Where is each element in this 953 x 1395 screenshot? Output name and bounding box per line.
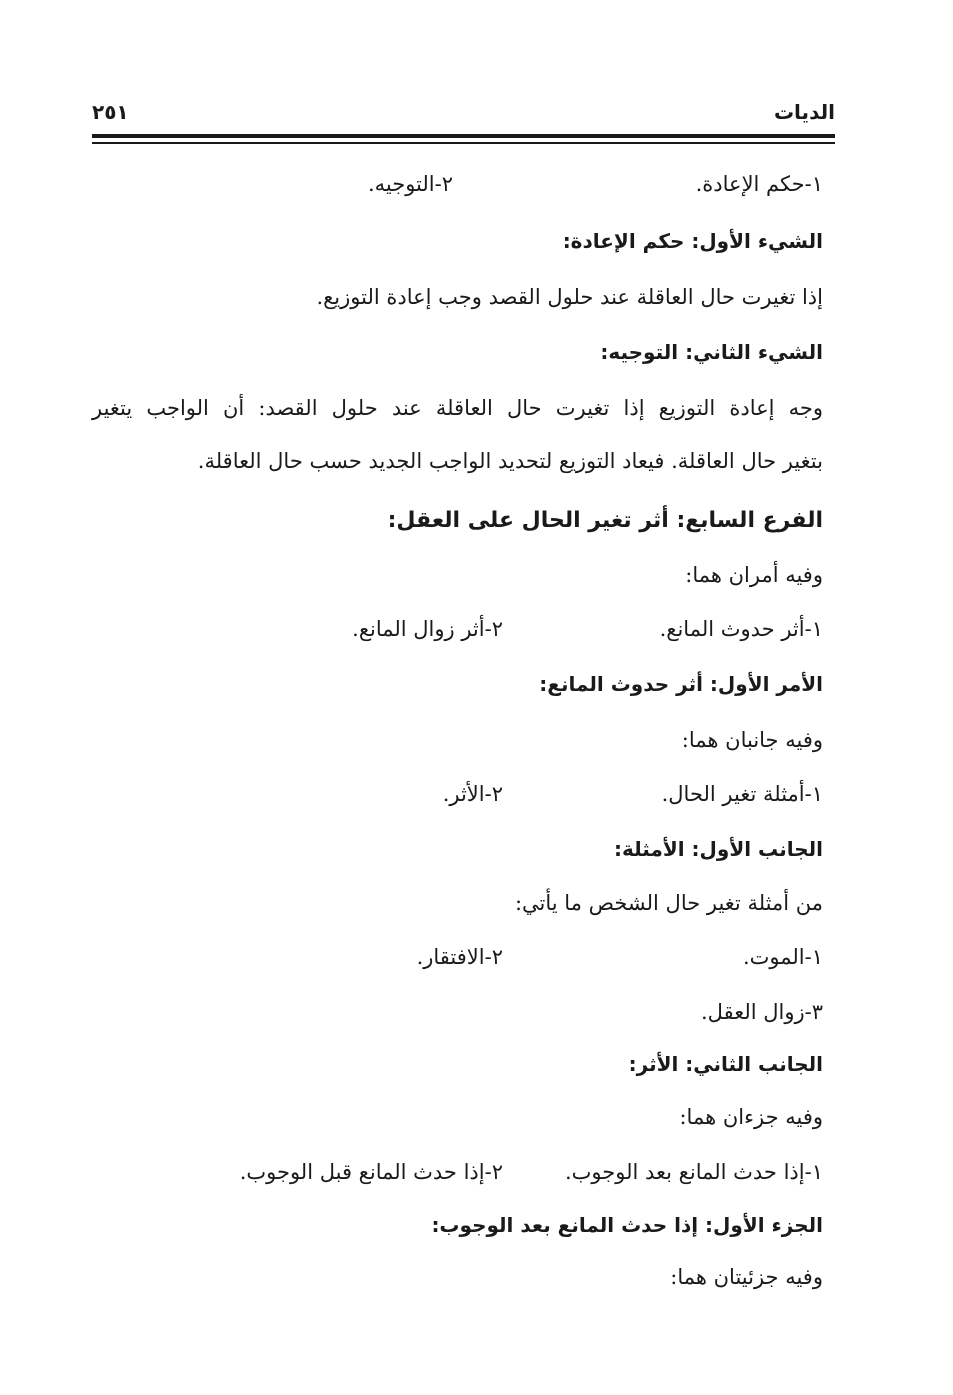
list-item-pair (92, 777, 823, 811)
header-rule-thick (92, 134, 835, 138)
paragraph-line: وفيه أمران هما: (685, 563, 823, 587)
list-item: ٢-الأثر. (442, 782, 503, 806)
list-item: ٢-الافتقار. (416, 945, 503, 969)
running-header (92, 96, 835, 130)
header-rule-thin (92, 142, 835, 144)
list-item-pair (92, 1155, 823, 1189)
list-item: ١-أثر حدوث المانع. (659, 617, 823, 641)
paragraph-line: بتغير حال العاقلة. فيعاد التوزيع لتحديد الواجب الجديد حسب حال العاقلة. (197, 449, 823, 473)
list-item: ١-أمثلة تغير الحال. (661, 782, 823, 806)
list-item: ٢-التوجيه. (367, 172, 453, 196)
list-item-pair (92, 167, 823, 201)
section-heading: الشيء الأول: حكم الإعادة: (562, 229, 823, 253)
section-heading: الشيء الثاني: التوجيه: (600, 340, 823, 364)
paragraph-line: وفيه جزئيتان هما: (670, 1265, 823, 1289)
paragraph-line: إذا تغيرت حال العاقلة عند حلول القصد وجب إعادة التوزيع. (316, 285, 823, 309)
branch-heading: الفرع السابع: أثر تغير الحال على العقل: (387, 508, 823, 533)
list-item: ١-حكم الإعادة. (695, 172, 823, 196)
list-item-pair (92, 940, 823, 974)
list-item: ٣-زوال العقل. (701, 1000, 823, 1024)
paragraph-line: وفيه جزءان هما: (679, 1105, 823, 1129)
section-heading: الجانب الثاني: الأثر: (628, 1052, 823, 1076)
paragraph-line: من أمثلة تغير حال الشخص ما يأتي: (514, 891, 823, 915)
list-item: ٢-إذا حدث المانع قبل الوجوب. (239, 1160, 503, 1184)
paragraph-line: وجه إعادة التوزيع إذا تغيرت حال العاقلة عند حلول القصد: أن الواجب يتغير (92, 396, 823, 420)
list-item: ٢-أثر زوال المانع. (352, 617, 503, 641)
section-heading: الأمر الأول: أثر حدوث المانع: (539, 672, 823, 696)
page-number: ٢٥١ (92, 100, 129, 124)
list-item-pair (92, 612, 823, 646)
section-heading: الجانب الأول: الأمثلة: (613, 837, 823, 861)
section-heading: الجزء الأول: إذا حدث المانع بعد الوجوب: (431, 1213, 823, 1237)
list-item: ١-إذا حدث المانع بعد الوجوب. (564, 1160, 823, 1184)
list-item: ١-الموت. (742, 945, 823, 969)
paragraph-line: وفيه جانبان هما: (681, 728, 823, 752)
chapter-title: الديات (773, 100, 835, 124)
